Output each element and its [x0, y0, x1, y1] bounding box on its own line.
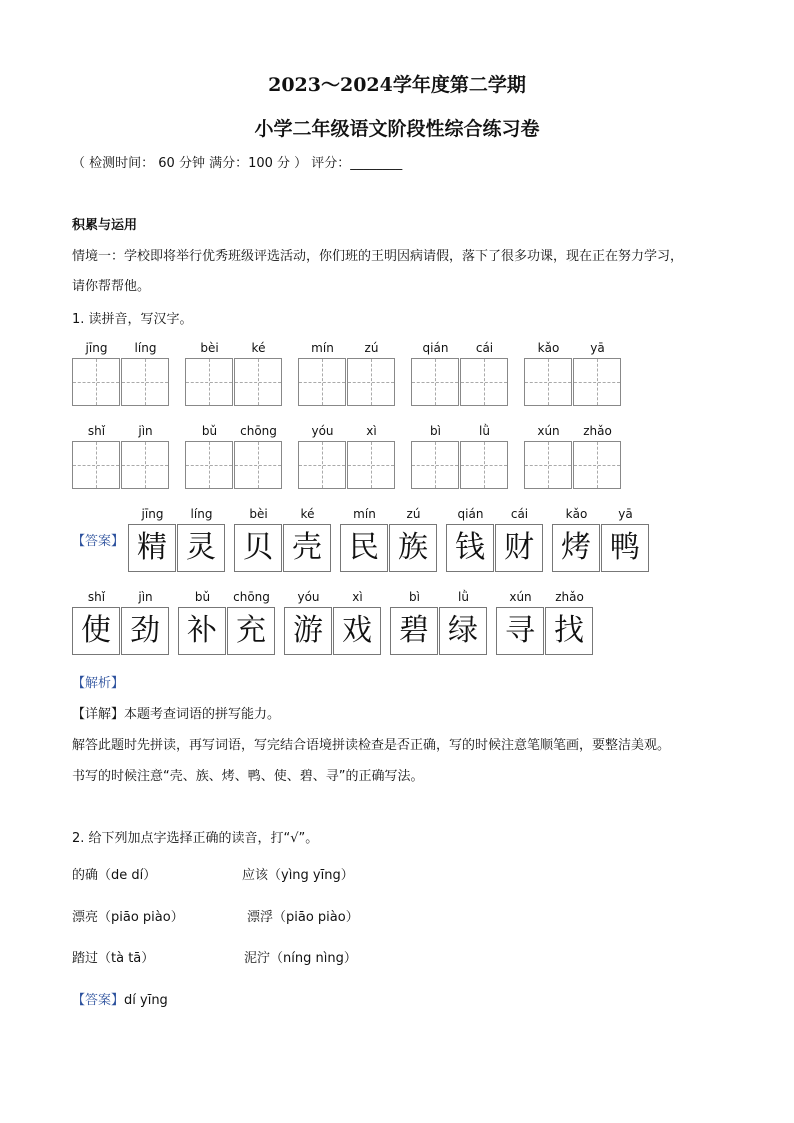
pinyin-label: yā: [618, 507, 633, 521]
explanation-line-2: 书写的时候注意“壳、族、烤、鸭、使、碧、寻”的正确写法。: [72, 769, 424, 784]
pinyin-label: bì: [430, 424, 441, 438]
answer-box: [446, 524, 494, 572]
writing-box: [185, 358, 233, 406]
writing-box: [411, 441, 459, 489]
answer-box: [121, 607, 169, 655]
answer-character: 贝: [243, 530, 273, 565]
answer-character: 劲: [130, 613, 160, 648]
pinyin-label: shǐ: [87, 590, 106, 604]
section-heading: 积累与运用: [72, 218, 138, 233]
reading-item: 漂亮（piāo piào）: [72, 910, 184, 925]
answer-box: [496, 607, 544, 655]
writing-box: [234, 358, 282, 406]
answer-character: 烤: [561, 530, 591, 565]
writing-box: [234, 441, 282, 489]
reading-item: 的确（de dí）: [72, 868, 157, 883]
pinyin-label: lǜ: [458, 590, 469, 604]
answer-character: 戏: [342, 613, 372, 648]
answer-character: 民: [349, 530, 379, 565]
reading-item: 泥泞（níng nìng）: [244, 951, 357, 966]
writing-box: [573, 358, 621, 406]
answer-box: [177, 524, 225, 572]
pinyin-label: jīng: [85, 341, 108, 355]
writing-box: [460, 358, 508, 406]
explanation-line-1: 解答此题时先拼读，再写词语，写完结合语境拼读检查是否正确，写的时候注意笔顺笔画，要整洁美观。: [72, 738, 671, 753]
answer-box: [178, 607, 226, 655]
writing-box: [347, 358, 395, 406]
pinyin-label: zú: [406, 507, 421, 521]
writing-box: [411, 358, 459, 406]
page-title: 2023～2024学年度第二学期: [268, 74, 526, 96]
pinyin-label: bèi: [200, 341, 219, 355]
pinyin-label: qián: [422, 341, 449, 355]
answer-character: 财: [504, 530, 534, 565]
writing-box: [298, 441, 346, 489]
writing-box: [524, 441, 572, 489]
pinyin-label: bǔ: [201, 424, 218, 438]
reading-item: 踏过（tà tā）: [72, 951, 155, 966]
pinyin-label: líng: [134, 341, 157, 355]
pinyin-label: cái: [510, 507, 529, 521]
answer-character: 找: [554, 613, 584, 648]
question-1-prompt: 1. 读拼音，写汉字。: [72, 312, 193, 327]
writing-box: [121, 358, 169, 406]
pinyin-label: lǜ: [479, 424, 490, 438]
answer-character: 族: [398, 530, 428, 565]
writing-box: [185, 441, 233, 489]
detail-text: 本题考查词语的拼写能力。: [124, 707, 281, 722]
pinyin-label: bèi: [249, 507, 268, 521]
answer-character: 补: [187, 613, 217, 648]
pinyin-label: yóu: [311, 424, 334, 438]
pinyin-label: zhǎo: [583, 424, 612, 438]
detail-line: [72, 703, 280, 722]
pinyin-label: yóu: [297, 590, 320, 604]
answer-character: 灵: [186, 530, 216, 565]
analysis-label: 【解析】: [72, 676, 125, 691]
writing-box: [121, 441, 169, 489]
answer-box: [495, 524, 543, 572]
detail-label: 【详解】: [72, 707, 125, 722]
answer-box: [333, 607, 381, 655]
answer-box: [72, 607, 120, 655]
answer-box: [389, 524, 437, 572]
writing-box: [72, 358, 120, 406]
answer-box: [601, 524, 649, 572]
reading-item: 应该（yìng yīng）: [242, 868, 354, 883]
answer-character: 碧: [399, 613, 429, 648]
pinyin-label: chōng: [240, 424, 277, 438]
writing-box: [573, 441, 621, 489]
answer-box: [545, 607, 593, 655]
writing-box: [298, 358, 346, 406]
answer-box: [234, 524, 282, 572]
pinyin-label: shǐ: [87, 424, 106, 438]
pinyin-label: xì: [352, 590, 363, 604]
answer-box: [227, 607, 275, 655]
answer-character: 游: [293, 613, 323, 648]
answer-box: [390, 607, 438, 655]
answer-character: 使: [81, 613, 111, 648]
writing-box: [347, 441, 395, 489]
pinyin-label: bǔ: [194, 590, 211, 604]
pinyin-label: jìn: [138, 590, 153, 604]
pinyin-label: qián: [457, 507, 484, 521]
pinyin-label: mín: [353, 507, 376, 521]
answer-character: 充: [236, 613, 266, 648]
answer-character: 鸭: [610, 530, 640, 565]
pinyin-label: kǎo: [565, 507, 588, 521]
pinyin-label: xún: [537, 424, 560, 438]
pinyin-label: xún: [509, 590, 532, 604]
pinyin-label: cái: [475, 341, 494, 355]
pinyin-label: mín: [311, 341, 334, 355]
answer-label: 【答案】: [72, 534, 125, 549]
answer-box: [128, 524, 176, 572]
pinyin-label: ké: [300, 507, 315, 521]
pinyin-label: zhǎo: [555, 590, 584, 604]
scenario-line-2: 请你帮帮他。: [72, 279, 151, 294]
writing-box: [460, 441, 508, 489]
answer-box: [439, 607, 487, 655]
answer-character: 绿: [448, 613, 478, 648]
answer-label: 【答案】: [72, 993, 125, 1008]
pinyin-label: xì: [366, 424, 377, 438]
answer-character: 寻: [505, 613, 535, 648]
answer-box: [284, 607, 332, 655]
exam-info: （ 检测时间： 60 分钟 满分：100 分 ） 评分：________: [72, 156, 403, 171]
pinyin-label: bì: [409, 590, 420, 604]
q2-answer-line: [72, 989, 168, 1008]
pinyin-label: líng: [190, 507, 213, 521]
pinyin-label: zú: [364, 341, 379, 355]
pinyin-label: yā: [590, 341, 605, 355]
pinyin-label: jìn: [138, 424, 153, 438]
question-2-prompt: 2. 给下列加点字选择正确的读音，打“√”。: [72, 831, 319, 846]
writing-box: [72, 441, 120, 489]
answer-box: [283, 524, 331, 572]
answer-box: [552, 524, 600, 572]
answer-character: 壳: [292, 530, 322, 565]
answer-text: dí yīng: [124, 993, 168, 1008]
answer-box: [340, 524, 388, 572]
page-subtitle: 小学二年级语文阶段性综合练习卷: [254, 118, 540, 140]
scenario-line-1: 情境一：学校即将举行优秀班级评选活动，你们班的王明因病请假，落下了很多功课，现在正在努力学习，: [72, 249, 684, 264]
writing-box: [524, 358, 572, 406]
answer-character: 精: [137, 530, 167, 565]
pinyin-label: jīng: [141, 507, 164, 521]
reading-item: 漂浮（piāo piào）: [247, 910, 359, 925]
pinyin-label: ké: [251, 341, 266, 355]
pinyin-label: chōng: [233, 590, 270, 604]
pinyin-label: kǎo: [537, 341, 560, 355]
answer-character: 钱: [455, 530, 485, 565]
